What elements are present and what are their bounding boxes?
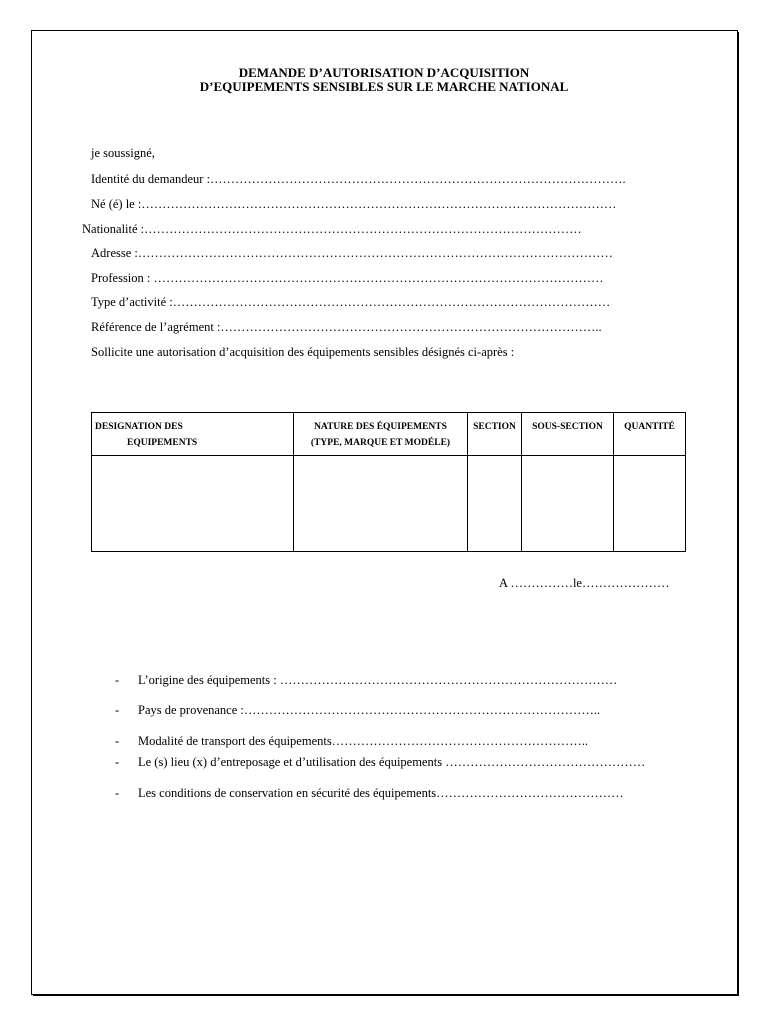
lieu-entreposage-field[interactable]: Le (s) lieu (x) d’entreposage et d’utilisation des équipements ………………………………………… [138,755,646,769]
header-section [468,413,522,456]
adresse-field[interactable]: Adresse :…………………………………………………………………………………………………… [91,246,613,260]
conditions-conservation-field[interactable]: Les conditions de conservation en sécurité des équipements……………………………………… [138,786,624,800]
equipment-table [91,412,686,552]
bullet-dash: - [115,786,120,800]
header-nature-line2: (TYPE, MARQUE ET MODÉLE) [310,438,451,448]
table-header-row [92,413,686,456]
header-quantite-label: QUANTITÉ [624,422,675,432]
header-nature [294,413,468,456]
page-border-shadow-bottom [33,994,738,996]
cell-nature[interactable] [294,456,468,552]
pays-provenance-field[interactable]: Pays de provenance :………………………………………………………………………….. [138,703,601,717]
cell-sous-section[interactable] [522,456,614,552]
bullet-dash: - [115,755,120,769]
identite-field[interactable]: Identité du demandeur :………………………………………………………………………………………. [91,172,626,186]
nationalite-field[interactable]: Nationalité :…………………………………………………………………………………………… [82,222,582,236]
place-date-field[interactable]: A ……………le………………… [499,576,670,590]
intro-text: je soussigné, [91,146,155,160]
header-sous-section-label: SOUS-SECTION [532,422,603,432]
bullet-dash: - [115,673,120,687]
cell-section[interactable] [468,456,522,552]
header-designation-line2: EQUIPEMENTS [127,438,198,448]
bullet-dash: - [115,703,120,717]
cell-designation[interactable] [92,456,294,552]
origine-field[interactable]: L’origine des équipements : ……………………………………………………………………… [138,673,618,687]
cell-quantite[interactable] [614,456,686,552]
header-nature-line1: NATURE DES ÉQUIPEMENTS [314,422,447,432]
header-section-label: SECTION [473,422,516,432]
sollicite-text: Sollicite une autorisation d’acquisition des équipements sensibles désignés ci-après : [91,345,515,359]
table-row [92,456,686,552]
bullet-dash: - [115,734,120,748]
modalite-transport-field[interactable]: Modalité de transport des équipements…………………………………………………….. [138,734,588,748]
page-border-shadow-right [737,32,739,996]
reference-agrement-field[interactable]: Référence de l’agrément :……………………………………………………………………………….. [91,320,602,334]
header-sous-section [522,413,614,456]
document-title-line1: DEMANDE D’AUTORISATION D’ACQUISITION [238,65,530,80]
type-activite-field[interactable]: Type d’activité :…………………………………………………………………………………………… [91,295,611,309]
date-naissance-field[interactable]: Né (é) le :…………………………………………………………………………………………………… [91,197,617,211]
header-designation [92,413,294,456]
profession-field[interactable]: Profession : ……………………………………………………………………………………………… [91,271,604,285]
document-title-line2: D’EQUIPEMENTS SENSIBLES SUR LE MARCHE NATIONAL [199,79,569,94]
header-designation-line1: DESIGNATION DES [95,422,183,432]
header-quantite [614,413,686,456]
